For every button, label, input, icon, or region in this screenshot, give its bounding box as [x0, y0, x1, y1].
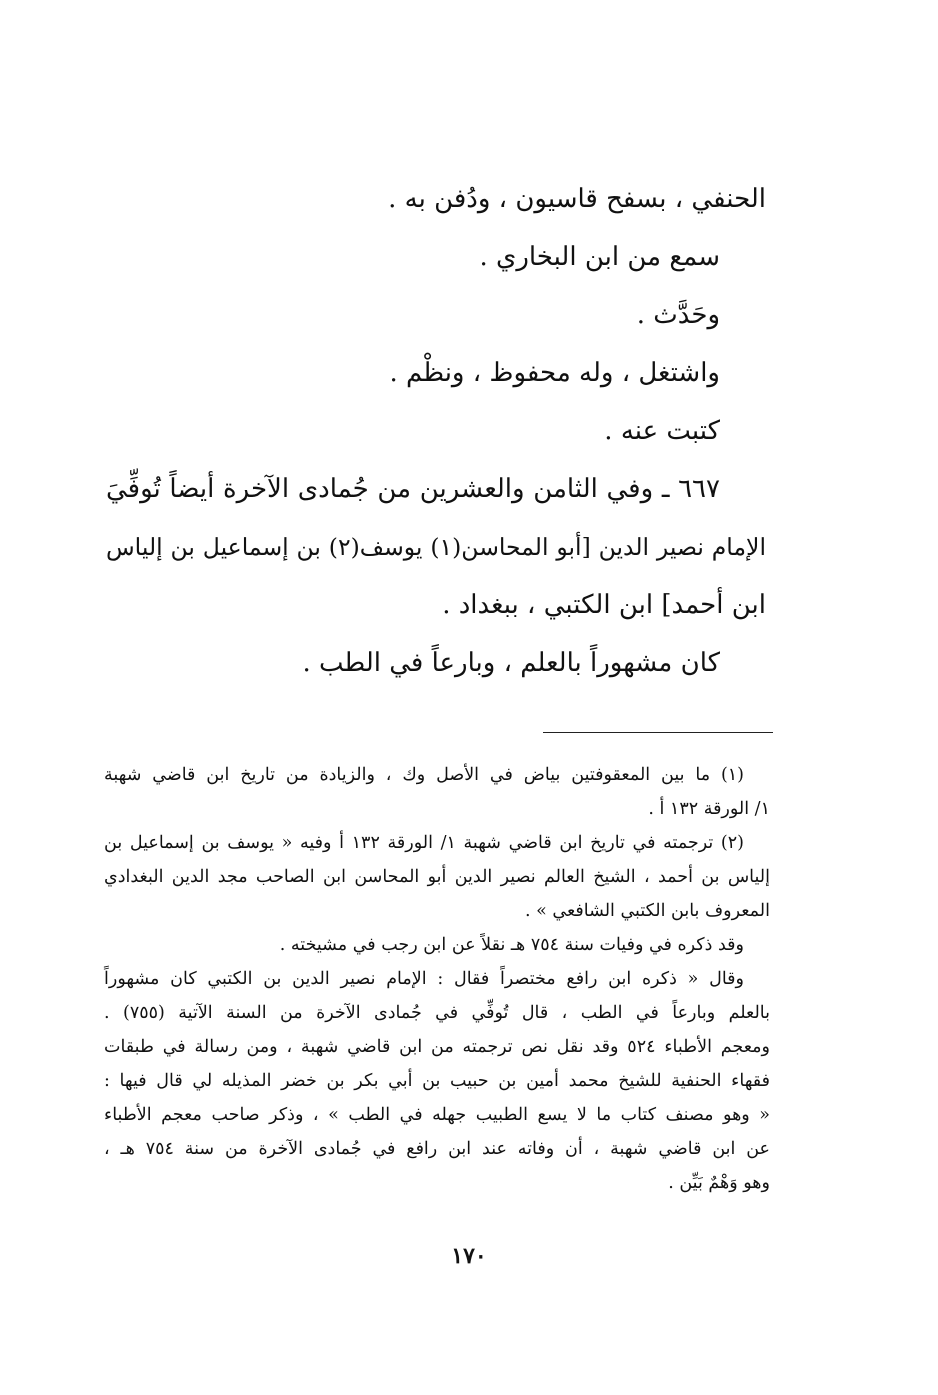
footnote-line: (١) ما بين المعقوفتين بياض في الأصل وك ، والزيادة من تاريخ ابن قاضي شهبة: [104, 765, 744, 785]
footnote-line: وقد ذكره في وفيات سنة ٧٥٤ هـ نقلاً عن ابن رجب في مشيخته .: [279, 935, 744, 955]
text-line: كتبت عنه .: [604, 416, 720, 446]
footnotes: [104, 758, 770, 1200]
footnote-line: (٢) ترجمته في تاريخ ابن قاضي شهبة ١/ الورقة ١٣٢ أ وفيه « يوسف بن إسماعيل بن: [104, 833, 744, 853]
text-line: كان مشهوراً بالعلم ، وبارعاً في الطب .: [302, 648, 720, 678]
footnote-divider: [543, 732, 773, 733]
text-line: ابن أحمد] ابن الكتبي ، ببغداد .: [442, 590, 766, 620]
footnote-line: ١/ الورقة ١٣٢ أ .: [648, 799, 770, 819]
footnote-line: إلياس بن أحمد ، الشيخ العالم نصير الدين أبو المحاسن ابن الصاحب مجد الدين البغدادي: [104, 867, 770, 887]
entry-heading-line: ٦٦٧ ـ وفي الثامن والعشرين من جُمادى الآخرة أيضاً تُوفِّيَ: [106, 474, 720, 504]
text-line: واشتغل ، وله محفوظ ، ونظْم .: [389, 358, 720, 388]
footnote-line: ومعجم الأطباء ٥٢٤ وقد نقل نص ترجمته من ابن قاضي شهبة ، ومن رسالة في طبقات: [104, 1037, 770, 1057]
footnote-line: بالعلم وبارعاً في الطب ، قال تُوفِّي في جُمادى الآخرة من السنة الآتية (٧٥٥) .: [104, 1003, 770, 1023]
text-line: سمع من ابن البخاري .: [479, 242, 720, 272]
text-line: وحَدَّث .: [636, 300, 720, 330]
footnote-line: المعروف بابن الكتبي الشافعي » .: [524, 901, 770, 921]
text-line: الإمام نصير الدين [أبو المحاسن(١) يوسف(٢) بن إسماعيل بن إلياس: [106, 533, 766, 561]
footnote-line: عن ابن قاضي شهبة ، أن وفاته عند ابن رافع في جُمادى الآخرة من سنة ٧٥٤ هـ ،: [104, 1139, 770, 1159]
footnote-line: « وهو مصنف كتاب ما لا يسع الطبيب جهله في الطب » ، وذكر صاحب معجم الأطباء: [104, 1105, 770, 1125]
text-line: الحنفي ، بسفح قاسيون ، ودُفن به .: [388, 184, 766, 214]
main-text: [106, 170, 766, 692]
page-number: ١٧٠: [451, 1243, 487, 1269]
footnote-line: فقهاء الحنفية للشيخ محمد أمين بن حبيب بن أبي بكر بن خضر المذيله لي قال فيها :: [104, 1071, 770, 1091]
footnote-line: وهو وَهْمٌ بَيِّن .: [668, 1173, 770, 1193]
footnote-line: وقال « ذكره ابن رافع مختصراً فقال : الإمام نصير الدين بن الكتبي كان مشهوراً: [104, 969, 744, 989]
